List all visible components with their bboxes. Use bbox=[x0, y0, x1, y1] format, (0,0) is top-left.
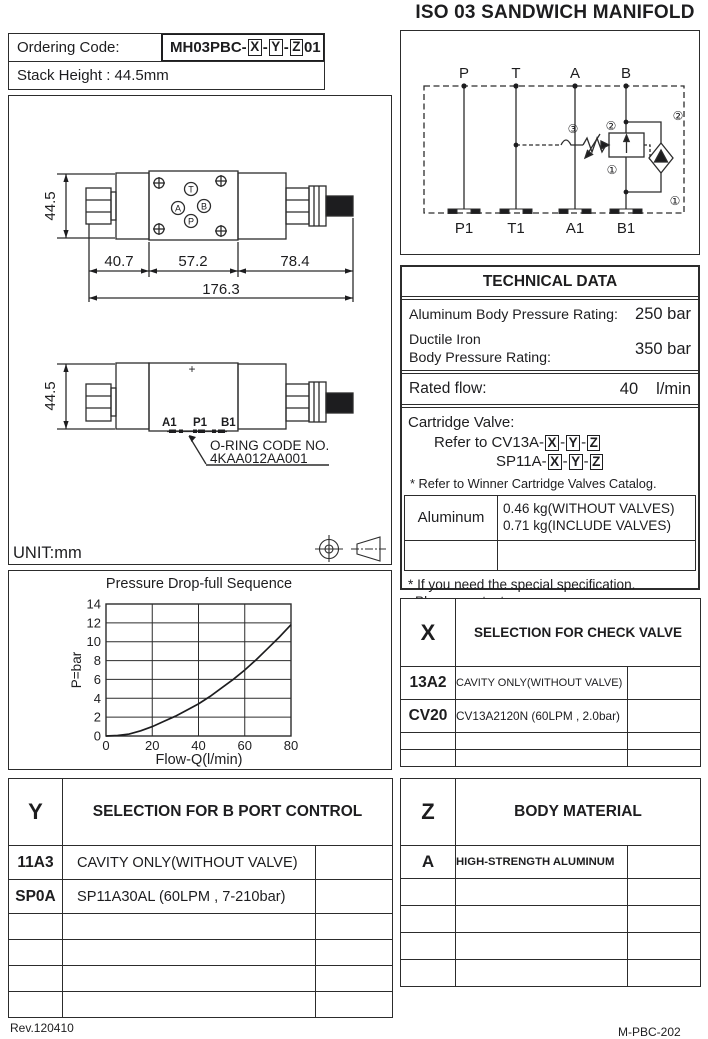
chart-y-axis-label: P=bar bbox=[69, 651, 84, 689]
ductile-iron-pressure-label: Ductile Iron Body Pressure Rating: bbox=[409, 331, 551, 366]
callout-1-valve: ① bbox=[606, 163, 618, 177]
cartridge-valve-block bbox=[402, 408, 698, 474]
ductile-iron-pressure-value: 350 bar bbox=[635, 340, 691, 358]
bottom-view-port-b1: B1 bbox=[221, 417, 236, 429]
bottom-view-port-p1: P1 bbox=[193, 417, 208, 429]
callout-1-bottom: ① bbox=[669, 194, 681, 208]
pressure-drop-chart-panel bbox=[8, 570, 392, 770]
special-specification-note: * If you need the special specification. bbox=[408, 576, 636, 592]
document-number: M-PBC-202 bbox=[618, 1025, 681, 1039]
chart-title: Pressure Drop-full Sequence bbox=[105, 576, 293, 592]
table-header-row bbox=[401, 599, 701, 667]
code-z-box: Z bbox=[290, 39, 303, 55]
weight-row-empty bbox=[405, 541, 695, 570]
table-row bbox=[401, 750, 701, 767]
aluminum-pressure-row bbox=[402, 300, 698, 329]
table-row: 11A3 CAVITY ONLY(WITHOUT VALVE) bbox=[9, 846, 393, 880]
x-table-title: SELECTION FOR CHECK VALVE bbox=[456, 599, 701, 667]
technical-data-header: TECHNICAL DATA bbox=[402, 267, 698, 300]
schematic-port-a: A bbox=[569, 65, 581, 82]
dim-40-7: 40.7 bbox=[104, 253, 134, 270]
schematic-port-b1: B1 bbox=[616, 220, 636, 237]
callout-3: ③ bbox=[567, 122, 579, 136]
table-row bbox=[401, 933, 701, 960]
b-port-control-selection-table bbox=[8, 778, 393, 1018]
table-row bbox=[9, 966, 393, 992]
svg-text:14: 14 bbox=[86, 596, 101, 612]
pressure-drop-chart bbox=[9, 571, 389, 767]
top-view-port-p: P bbox=[187, 216, 195, 227]
schematic-port-p: P bbox=[458, 65, 470, 82]
weight-row-aluminum bbox=[405, 496, 695, 541]
schematic-port-b: B bbox=[620, 65, 632, 82]
rated-flow-row bbox=[402, 374, 698, 408]
chart-y-tick-labels bbox=[87, 597, 101, 744]
aluminum-pressure-value: 250 bar bbox=[635, 305, 691, 323]
svg-text:0: 0 bbox=[93, 728, 101, 744]
hydraulic-schematic-drawing bbox=[401, 31, 697, 252]
svg-text:12: 12 bbox=[86, 615, 101, 631]
revision-label: Rev.120410 bbox=[10, 1021, 74, 1035]
table-row bbox=[9, 992, 393, 1018]
svg-text:0: 0 bbox=[102, 738, 110, 753]
ordering-code-value bbox=[161, 34, 324, 61]
oring-code-label: O-RING CODE NO. bbox=[210, 438, 330, 453]
svg-text:2: 2 bbox=[93, 709, 101, 725]
table-row bbox=[401, 960, 701, 987]
ordering-code-label: Ordering Code: bbox=[17, 39, 120, 56]
bottom-view-details bbox=[63, 364, 225, 442]
dim-78-4: 78.4 bbox=[280, 253, 310, 270]
plus-mark: + bbox=[188, 362, 196, 376]
check-valve-selection-table bbox=[400, 598, 701, 767]
dash: - bbox=[283, 39, 289, 56]
svg-text:10: 10 bbox=[86, 634, 101, 650]
dim-44-5-top: 44.5 bbox=[42, 191, 59, 221]
top-view-port-b: B bbox=[200, 201, 208, 212]
chart-x-tick-labels bbox=[102, 738, 298, 753]
table-row bbox=[401, 906, 701, 933]
svg-text:20: 20 bbox=[145, 738, 160, 753]
svg-text:60: 60 bbox=[237, 738, 252, 753]
code-y-box: Y bbox=[269, 39, 283, 55]
hydraulic-schematic-panel bbox=[400, 30, 700, 255]
dim-57-2: 57.2 bbox=[178, 253, 208, 270]
cartridge-sp11a-line: SP11A- X - Y - Z bbox=[408, 452, 692, 472]
z-code-header: Z bbox=[401, 779, 456, 846]
schematic-port-p1: P1 bbox=[454, 220, 474, 237]
table-row bbox=[401, 733, 701, 750]
table-row bbox=[401, 879, 701, 906]
stack-height-row: Stack Height : 44.5mm bbox=[17, 67, 169, 84]
table-row: CV20 CV13A2120N (60LPM , 2.0bar) bbox=[401, 700, 701, 733]
projection-symbol-icon bbox=[315, 535, 386, 562]
table-header-row bbox=[9, 779, 393, 846]
technical-data-panel bbox=[400, 265, 700, 590]
code-prefix: MH03PBC- bbox=[170, 39, 247, 56]
code-suffix: 01 bbox=[303, 39, 321, 56]
cartridge-cv13a-line: Refer to CV13A- X - Y - Z bbox=[408, 433, 692, 453]
junction-dots bbox=[461, 83, 628, 194]
svg-text:8: 8 bbox=[93, 653, 101, 669]
table-row bbox=[9, 940, 393, 966]
svg-text:6: 6 bbox=[93, 671, 101, 687]
aluminum-pressure-label: Aluminum Body Pressure Rating: bbox=[409, 306, 618, 323]
table-header-row bbox=[401, 779, 701, 846]
x-code-header: X bbox=[401, 599, 456, 667]
top-view-port-a: A bbox=[174, 203, 182, 214]
dimension-drawings bbox=[9, 96, 389, 562]
rated-flow-value: 40 bbox=[619, 379, 639, 398]
cartridge-valve-label: Cartridge Valve: bbox=[408, 414, 515, 431]
ductile-iron-pressure-row bbox=[402, 329, 698, 374]
dim-176-3: 176.3 bbox=[202, 281, 240, 298]
table-row: SP0A SP11A30AL (60LPM , 7-210bar) bbox=[9, 880, 393, 914]
svg-text:40: 40 bbox=[191, 738, 206, 753]
table-row: A HIGH-STRENGTH ALUMINUM bbox=[401, 846, 701, 879]
dim-44-5-bottom: 44.5 bbox=[42, 381, 59, 411]
ordering-code-row bbox=[9, 34, 324, 62]
dimension-drawings-panel bbox=[8, 95, 392, 565]
chart-x-axis-label: Flow-Q(l/min) bbox=[155, 752, 243, 767]
weight-material: Aluminum bbox=[405, 496, 498, 540]
z-table-title: BODY MATERIAL bbox=[456, 779, 701, 846]
svg-text:4: 4 bbox=[93, 690, 101, 706]
table-row: 13A2 CAVITY ONLY(WITHOUT VALVE) bbox=[401, 667, 701, 700]
bottom-view-port-a1: A1 bbox=[162, 417, 177, 429]
unit-label: UNIT:mm bbox=[13, 544, 82, 562]
y-table-title: SELECTION FOR B PORT CONTROL bbox=[63, 779, 393, 846]
schematic-port-t1: T1 bbox=[507, 220, 525, 237]
top-view-port-t: T bbox=[188, 184, 194, 195]
schematic-port-t: T bbox=[511, 65, 521, 82]
rated-flow-unit: l/min bbox=[656, 379, 691, 398]
y-code-header: Y bbox=[9, 779, 63, 846]
weight-table bbox=[404, 495, 696, 571]
table-row bbox=[9, 914, 393, 940]
catalog-note: * Refer to Winner Cartridge Valves Catalog. bbox=[410, 475, 657, 491]
page-title: ISO 03 SANDWICH MANIFOLD bbox=[415, 2, 695, 23]
weight-values: 0.46 kg(WITHOUT VALVES) 0.71 kg(INCLUDE VALVES) bbox=[503, 500, 675, 533]
ordering-code-block bbox=[8, 33, 325, 90]
code-x-box: X bbox=[248, 39, 262, 55]
body-material-table bbox=[400, 778, 701, 987]
svg-text:80: 80 bbox=[283, 738, 299, 753]
callout-2-valve: ② bbox=[605, 119, 617, 133]
rated-flow-label: Rated flow: bbox=[409, 380, 487, 397]
oring-code-number: 4KAA012AA001 bbox=[210, 451, 308, 466]
schematic-port-a1: A1 bbox=[565, 220, 585, 237]
callout-2-top: ② bbox=[672, 109, 684, 123]
dash: - bbox=[262, 39, 268, 56]
